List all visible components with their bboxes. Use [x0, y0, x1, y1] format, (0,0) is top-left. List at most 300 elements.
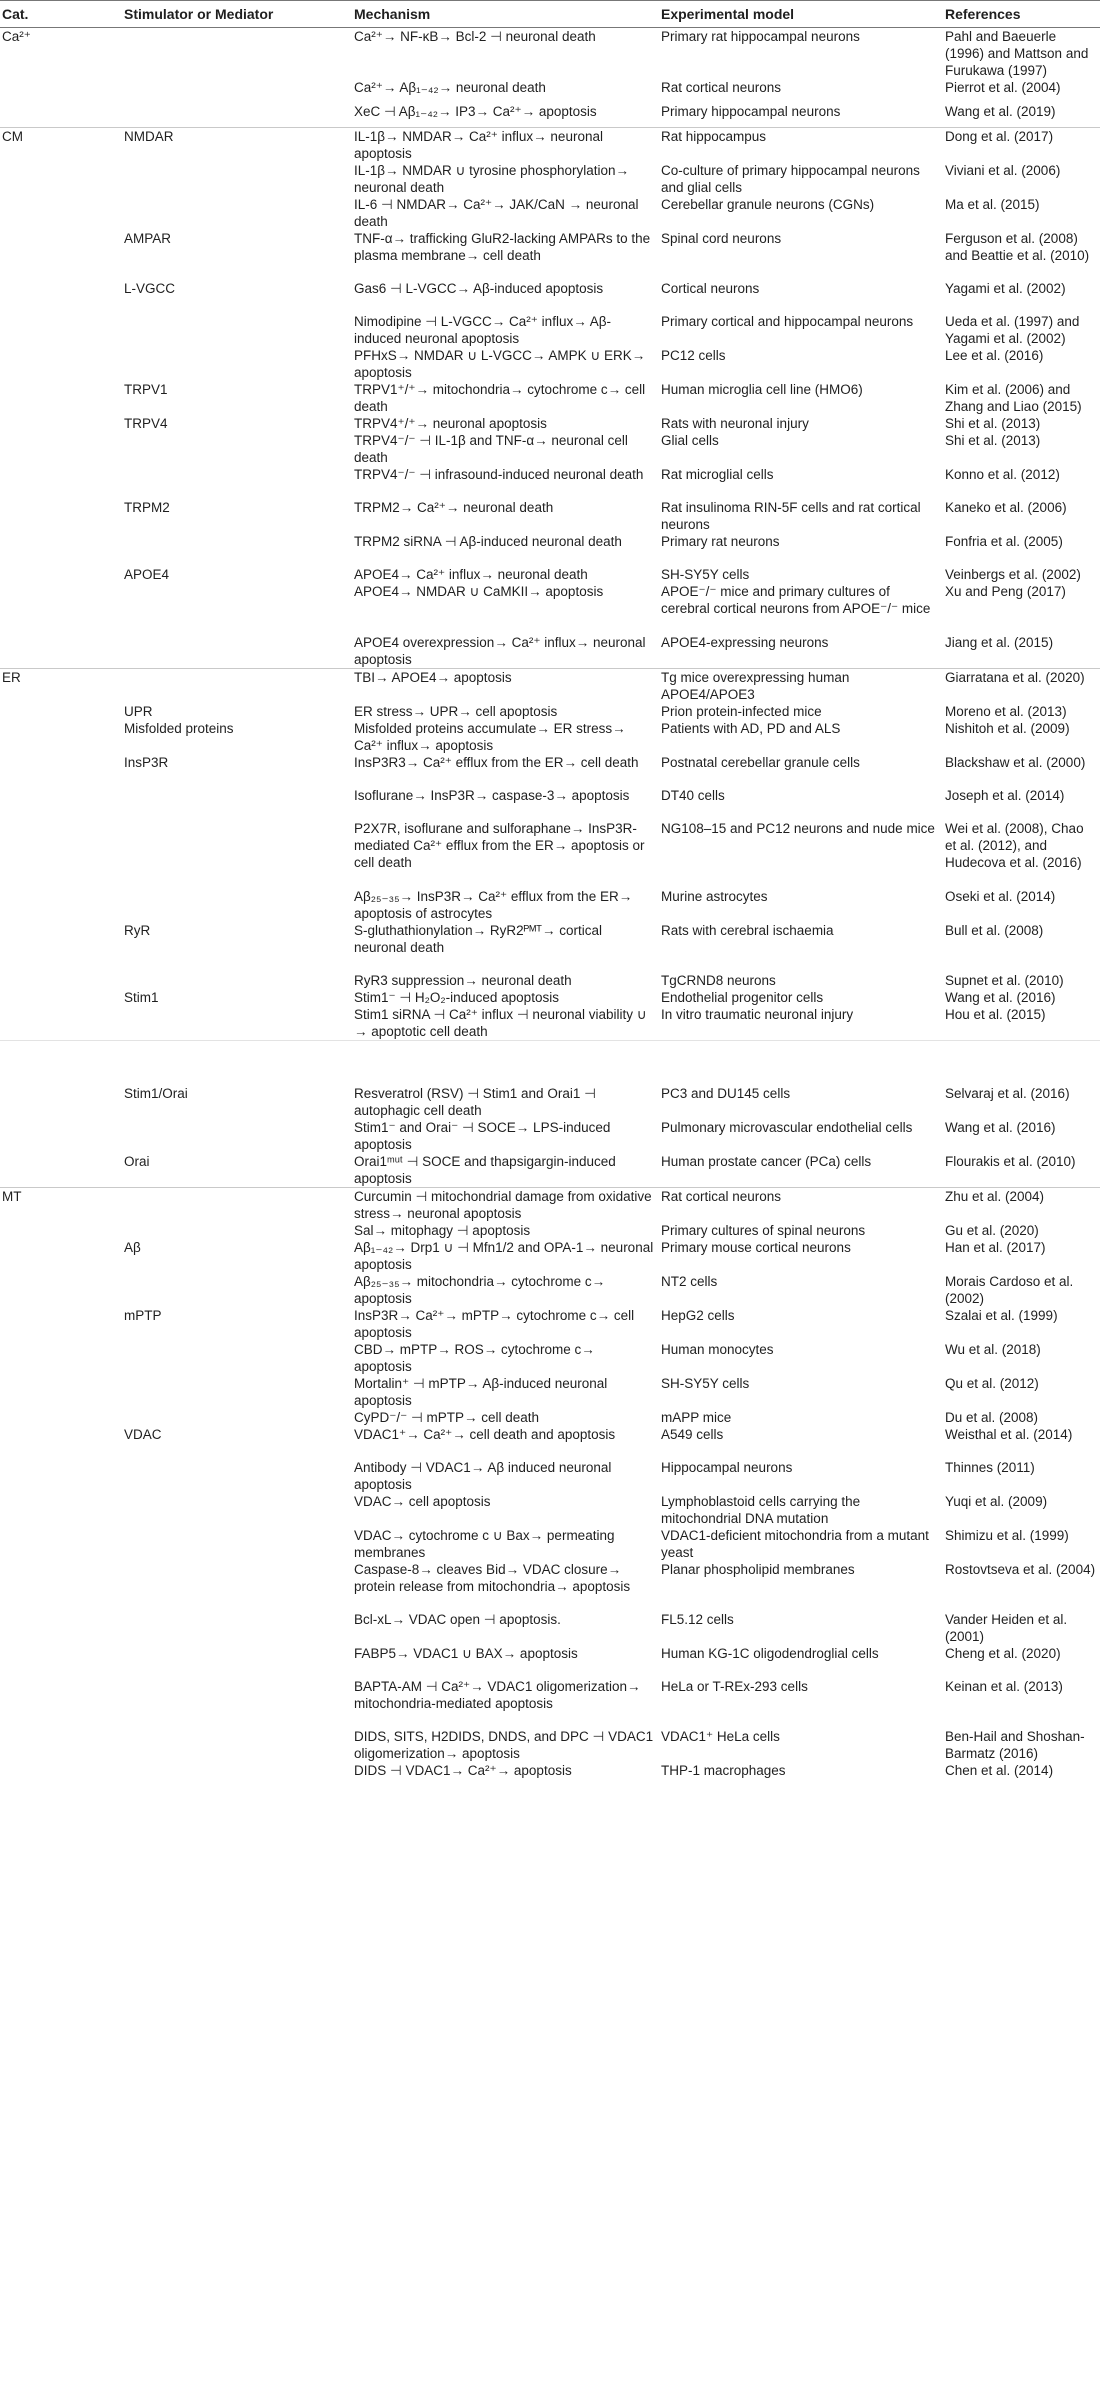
cell-mechanism: TBI→ APOE4→ apoptosis: [352, 669, 659, 704]
table-row: [0, 1307, 1100, 1341]
cell-model: NT2 cells: [661, 1274, 718, 1289]
cell-mechanism: DIDS ⊣ VDAC1→ Ca²⁺→ apoptosis: [354, 1763, 572, 1778]
cell-stimulator: [122, 1728, 352, 1762]
cell-reference: Kaneko et al. (2006): [945, 500, 1067, 515]
cell-model: Primary mouse cortical neurons: [661, 1240, 851, 1255]
cell-stimulator: [122, 533, 352, 566]
cell-model: Human prostate cancer (PCa) cells: [661, 1154, 872, 1169]
table-row: [0, 347, 1100, 381]
cell-category: [0, 922, 122, 972]
cell-mechanism: XeC ⊣ Aβ₁₋₄₂→ IP3→ Ca²⁺→ apoptosis: [354, 104, 597, 119]
cell-stimulator: TRPV4: [124, 416, 168, 431]
cell-model: Pulmonary microvascular endothelial cells: [661, 1120, 913, 1135]
cell-category: [0, 1426, 122, 1459]
cell-category: [0, 754, 122, 787]
cell-stimulator: [122, 432, 352, 466]
cell-stimulator: [122, 1678, 352, 1728]
cell-model: Spinal cord neurons: [661, 231, 782, 246]
cell-stimulator: TRPM2: [124, 500, 170, 515]
table-row: [0, 1222, 1100, 1239]
cell-model: DT40 cells: [661, 788, 725, 803]
cell-model: Rat microglial cells: [661, 467, 774, 482]
cell-reference: Hou et al. (2015): [945, 1007, 1046, 1022]
cell-stimulator: [122, 1222, 352, 1239]
cell-stimulator: Aβ: [124, 1240, 141, 1255]
cell-reference: Xu and Peng (2017): [945, 584, 1066, 599]
cell-category: [0, 533, 122, 566]
cell-model: Rats with neuronal injury: [661, 416, 809, 431]
cell-category: [0, 1728, 122, 1762]
cell-model: Primary cortical and hippocampal neurons: [661, 314, 914, 329]
cell-category: [0, 162, 122, 196]
cell-mechanism: TRPV1⁺/⁺→ mitochondria→ cytochrome c→ cell death: [354, 382, 646, 414]
table-row: [0, 1762, 1100, 1779]
gap-cell: [0, 1041, 1100, 1086]
table-row: [0, 1153, 1100, 1188]
cell-category: [0, 466, 122, 499]
cell-category: [0, 280, 122, 313]
cell-model: APOE4-expressing neurons: [661, 635, 829, 650]
cell-stimulator: [122, 1409, 352, 1426]
cell-category: [0, 499, 122, 533]
cell-category: [0, 972, 122, 989]
cell-category: [0, 381, 122, 415]
cell-stimulator: [122, 787, 352, 820]
cell-category: [0, 1222, 122, 1239]
cell-reference: Blackshaw et al. (2000): [945, 755, 1086, 770]
cell-reference: Wei et al. (2008), Chao et al. (2012), and Hudecova et al. (2016): [945, 821, 1084, 870]
cell-model: A549 cells: [661, 1427, 724, 1442]
cell-model: Rat cortical neurons: [661, 80, 782, 95]
cell-mechanism: S-gluthathionylation→ RyR2ᴾᴹᵀ→ cortical neuronal death: [354, 923, 602, 955]
cell-stimulator: [122, 1493, 352, 1527]
cell-category: [0, 703, 122, 720]
cell-category: [0, 1153, 122, 1188]
cell-stimulator: [122, 79, 352, 103]
cell-mechanism: Resveratrol (RSV) ⊣ Stim1 and Orai1 ⊣ autophagic cell death: [354, 1086, 596, 1118]
cell-category: [0, 1762, 122, 1779]
table-row: [0, 1527, 1100, 1561]
cell-reference: Selvaraj et al. (2016): [945, 1086, 1070, 1101]
cell-model: SH-SY5Y cells: [661, 567, 750, 582]
cell-reference: Joseph et al. (2014): [945, 788, 1065, 803]
table-row: [0, 989, 1100, 1006]
cell-category: [0, 415, 122, 432]
cell-mechanism: InsP3R3→ Ca²⁺ efflux from the ER→ cell death: [354, 755, 639, 770]
table-row: [0, 1611, 1100, 1645]
cell-category: MT: [0, 1188, 122, 1223]
table-row: [0, 1426, 1100, 1459]
cell-mechanism: P2X7R, isoflurane and sulforaphane→ InsP3R-mediated Ca²⁺ efflux from the ER→ apoptosis or cell death: [354, 821, 645, 870]
cell-reference: Zhu et al. (2004): [943, 1188, 1100, 1223]
cell-model: Human microglia cell line (HMO6): [661, 382, 863, 397]
cell-reference: Veinbergs et al. (2002): [945, 567, 1081, 582]
cell-category: [0, 566, 122, 583]
cell-category: [0, 196, 122, 230]
header-stimulator: Stimulator or Mediator: [122, 1, 352, 28]
cell-mechanism: InsP3R→ Ca²⁺→ mPTP→ cytochrome c→ cell apoptosis: [354, 1308, 635, 1340]
table-row: [0, 754, 1100, 787]
table-body: [0, 28, 1100, 1780]
cell-model: SH-SY5Y cells: [661, 1376, 750, 1391]
cell-reference: Ferguson et al. (2008) and Beattie et al. (2010): [945, 231, 1090, 263]
cell-stimulator: NMDAR: [122, 128, 352, 163]
table-row: [0, 583, 1100, 634]
cell-stimulator: [122, 634, 352, 669]
cell-category: [0, 230, 122, 280]
cell-model: TgCRND8 neurons: [661, 973, 776, 988]
cell-stimulator: [122, 1459, 352, 1493]
table-row: [0, 196, 1100, 230]
cell-mechanism: IL-1β→ NMDAR ∪ tyrosine phosphorylation→ neuronal death: [354, 163, 629, 195]
table-row: [0, 432, 1100, 466]
cell-reference: Yuqi et al. (2009): [945, 1494, 1048, 1509]
cell-model: Postnatal cerebellar granule cells: [661, 755, 860, 770]
table-row: [0, 1341, 1100, 1375]
table-row: [0, 381, 1100, 415]
cell-reference: Ma et al. (2015): [945, 197, 1040, 212]
cell-model: PC3 and DU145 cells: [661, 1086, 791, 1101]
cell-mechanism: ER stress→ UPR→ cell apoptosis: [354, 704, 558, 719]
cell-mechanism: APOE4→ NMDAR ∪ CaMKII→ apoptosis: [354, 584, 604, 599]
cell-reference: Du et al. (2008): [945, 1410, 1039, 1425]
cell-reference: Shi et al. (2013): [945, 433, 1041, 448]
cell-reference: Wu et al. (2018): [945, 1342, 1041, 1357]
cell-reference: Wang et al. (2016): [945, 990, 1056, 1005]
cell-category: [0, 787, 122, 820]
cell-mechanism: TRPM2→ Ca²⁺→ neuronal death: [354, 500, 554, 515]
cell-stimulator: [122, 162, 352, 196]
header-model: Experimental model: [659, 1, 943, 28]
cell-reference: Keinan et al. (2013): [945, 1679, 1063, 1694]
cell-mechanism: Caspase-8→ cleaves Bid→ VDAC closure→ protein release from mitochondria→ apoptosis: [354, 1562, 631, 1594]
cell-mechanism: Curcumin ⊣ mitochondrial damage from oxidative stress→ neuronal apoptosis: [352, 1188, 659, 1223]
cell-category: [0, 1307, 122, 1341]
cell-model: Primary cultures of spinal neurons: [661, 1223, 866, 1238]
cell-category: [0, 347, 122, 381]
table-row: [0, 888, 1100, 922]
cell-reference: Ueda et al. (1997) and Yagami et al. (2002): [945, 314, 1080, 346]
cell-mechanism: TRPV4⁺/⁺→ neuronal apoptosis: [354, 416, 547, 431]
table-row: [0, 703, 1100, 720]
table-row: [0, 1085, 1100, 1119]
table-row: [0, 1561, 1100, 1611]
cell-mechanism: Nimodipine ⊣ L-VGCC→ Ca²⁺ influx→ Aβ-induced neuronal apoptosis: [354, 314, 611, 346]
cell-mechanism: IL-6 ⊣ NMDAR→ Ca²⁺→ JAK/CaN → neuronal death: [354, 197, 639, 229]
cell-model: Rats with cerebral ischaemia: [661, 923, 834, 938]
cell-category: [0, 1561, 122, 1611]
table-row: [0, 922, 1100, 972]
cell-model: THP-1 macrophages: [661, 1763, 786, 1778]
cell-mechanism: Ca²⁺→ Aβ₁₋₄₂→ neuronal death: [354, 80, 546, 95]
cell-reference: Shi et al. (2013): [945, 416, 1041, 431]
cell-reference: Wang et al. (2016): [945, 1120, 1056, 1135]
cell-reference: Han et al. (2017): [945, 1240, 1046, 1255]
cell-stimulator: [122, 313, 352, 347]
cell-category: [0, 1239, 122, 1273]
cell-stimulator: [122, 669, 352, 704]
cell-mechanism: DIDS, SITS, H2DIDS, DNDS, and DPC ⊣ VDAC1 oligomerization→ apoptosis: [354, 1729, 654, 1761]
cell-model: Co-culture of primary hippocampal neurons and glial cells: [661, 163, 920, 195]
cell-reference: Oseki et al. (2014): [945, 889, 1056, 904]
cell-mechanism: VDAC1⁺→ Ca²⁺→ cell death and apoptosis: [354, 1427, 616, 1442]
table-row: [0, 1119, 1100, 1153]
table-row: [0, 313, 1100, 347]
cell-mechanism: Ca²⁺→ NF-κB→ Bcl-2 ⊣ neuronal death: [352, 28, 659, 80]
cell-reference: Moreno et al. (2013): [945, 704, 1067, 719]
table-row: [0, 103, 1100, 128]
cell-model: Patients with AD, PD and ALS: [661, 721, 841, 736]
table-gap-row: [0, 1041, 1100, 1086]
cell-stimulator: [122, 347, 352, 381]
cell-stimulator: [122, 1375, 352, 1409]
table-row: [0, 1188, 1100, 1223]
cell-stimulator: [122, 1273, 352, 1307]
table-row: [0, 820, 1100, 888]
cell-category: [0, 1341, 122, 1375]
cell-category: [0, 1119, 122, 1153]
cell-reference: Kim et al. (2006) and Zhang and Liao (2015): [945, 382, 1082, 414]
table-row: [0, 787, 1100, 820]
cell-stimulator: mPTP: [124, 1308, 162, 1323]
cell-stimulator: UPR: [124, 704, 153, 719]
table-row: [0, 28, 1100, 80]
cell-model: Murine astrocytes: [661, 889, 768, 904]
cell-model: Human monocytes: [661, 1342, 774, 1357]
cell-model: Tg mice overexpressing human APOE4/APOE3: [659, 669, 943, 704]
table-row: [0, 466, 1100, 499]
cell-mechanism: Bcl-xL→ VDAC open ⊣ apoptosis.: [354, 1612, 561, 1627]
table-row: [0, 533, 1100, 566]
cell-mechanism: Misfolded proteins accumulate→ ER stress→ Ca²⁺ influx→ apoptosis: [354, 721, 626, 753]
cell-mechanism: BAPTA-AM ⊣ Ca²⁺→ VDAC1 oligomerization→ mitochondria-mediated apoptosis: [354, 1679, 641, 1711]
table-row: [0, 1493, 1100, 1527]
cell-mechanism: Gas6 ⊣ L-VGCC→ Aβ-induced apoptosis: [354, 281, 604, 296]
cell-model: Prion protein-infected mice: [661, 704, 822, 719]
cell-reference: Wang et al. (2019): [945, 104, 1056, 119]
cell-mechanism: RyR3 suppression→ neuronal death: [354, 973, 572, 988]
cell-stimulator: [122, 196, 352, 230]
cell-mechanism: TNF-α→ trafficking GluR2-lacking AMPARs to the plasma membrane→ cell death: [354, 231, 651, 263]
cell-stimulator: [122, 583, 352, 634]
cell-model: Primary rat hippocampal neurons: [659, 28, 943, 80]
cell-reference: Rostovtseva et al. (2004): [945, 1562, 1096, 1577]
cell-reference: Chen et al. (2014): [945, 1763, 1054, 1778]
cell-model: mAPP mice: [661, 1410, 732, 1425]
cell-category: [0, 1006, 122, 1041]
table-row: [0, 1678, 1100, 1728]
cell-stimulator: InsP3R: [124, 755, 169, 770]
cell-mechanism: APOE4→ Ca²⁺ influx→ neuronal death: [354, 567, 588, 582]
cell-category: [0, 888, 122, 922]
cell-model: Rat hippocampus: [659, 128, 943, 163]
cell-stimulator: Stim1/Orai: [124, 1086, 188, 1101]
cell-reference: Lee et al. (2016): [945, 348, 1044, 363]
cell-reference: Weisthal et al. (2014): [945, 1427, 1073, 1442]
table-row: [0, 1645, 1100, 1678]
cell-reference: Fonfria et al. (2005): [945, 534, 1063, 549]
cell-category: [0, 1459, 122, 1493]
table-row: [0, 972, 1100, 989]
cell-reference: Giarratana et al. (2020): [943, 669, 1100, 704]
cell-reference: Viviani et al. (2006): [945, 163, 1061, 178]
cell-model: Glial cells: [661, 433, 719, 448]
table-row: [0, 634, 1100, 669]
cell-mechanism: TRPV4⁻/⁻ ⊣ IL-1β and TNF-α→ neuronal cell death: [354, 433, 628, 465]
cell-category: [0, 583, 122, 634]
cell-category: [0, 1611, 122, 1645]
table-row: [0, 566, 1100, 583]
cell-mechanism: PFHxS→ NMDAR ∪ L-VGCC→ AMPK ∪ ERK→ apoptosis: [354, 348, 646, 380]
cell-stimulator: [122, 1762, 352, 1779]
cell-reference: Pahl and Baeuerle (1996) and Mattson and Furukawa (1997): [943, 28, 1100, 80]
cell-category: [0, 1273, 122, 1307]
cell-stimulator: [122, 1119, 352, 1153]
cell-reference: Cheng et al. (2020): [945, 1646, 1061, 1661]
cell-stimulator: [122, 1645, 352, 1678]
cell-model: PC12 cells: [661, 348, 726, 363]
cell-category: [0, 1375, 122, 1409]
cell-model: Primary rat neurons: [661, 534, 780, 549]
cell-stimulator: Misfolded proteins: [124, 721, 234, 736]
table-row: [0, 1006, 1100, 1041]
cell-mechanism: Aβ₁₋₄₂→ Drp1 ∪ ⊣ Mfn1/2 and OPA-1→ neuronal apoptosis: [354, 1240, 654, 1272]
table-row: [0, 1409, 1100, 1426]
cell-model: Primary hippocampal neurons: [661, 104, 841, 119]
table-row: [0, 1375, 1100, 1409]
cell-model: In vitro traumatic neuronal injury: [661, 1007, 854, 1022]
cell-stimulator: [122, 888, 352, 922]
cell-category: [0, 634, 122, 669]
cell-mechanism: Antibody ⊣ VDAC1→ Aβ induced neuronal apoptosis: [354, 1460, 612, 1492]
cell-category: [0, 103, 122, 128]
table-row: [0, 720, 1100, 754]
table-row: [0, 1459, 1100, 1493]
cell-mechanism: Aβ₂₅₋₃₅→ mitochondria→ cytochrome c→ apoptosis: [354, 1274, 606, 1306]
cell-category: CM: [0, 128, 122, 163]
cell-model: Endothelial progenitor cells: [661, 990, 824, 1005]
cell-reference: Szalai et al. (1999): [945, 1308, 1058, 1323]
cell-reference: Gu et al. (2020): [945, 1223, 1039, 1238]
cell-stimulator: TRPV1: [124, 382, 168, 397]
cell-model: VDAC1⁺ HeLa cells: [661, 1729, 780, 1744]
cell-stimulator: [122, 1611, 352, 1645]
cell-reference: Bull et al. (2008): [945, 923, 1044, 938]
table-row: [0, 162, 1100, 196]
cell-reference: Shimizu et al. (1999): [945, 1528, 1069, 1543]
table-row: [0, 415, 1100, 432]
cell-category: [0, 1493, 122, 1527]
cell-model: HeLa or T-REx-293 cells: [661, 1679, 808, 1694]
cell-mechanism: Orai1ᵐᵘᵗ ⊣ SOCE and thapsigargin-induced apoptosis: [354, 1154, 616, 1186]
cell-category: [0, 1527, 122, 1561]
cell-mechanism: FABP5→ VDAC1 ∪ BAX→ apoptosis: [354, 1646, 578, 1661]
cell-reference: Thinnes (2011): [945, 1460, 1035, 1475]
cell-reference: Supnet et al. (2010): [945, 973, 1064, 988]
cell-stimulator: [122, 1341, 352, 1375]
cell-model: Cerebellar granule neurons (CGNs): [661, 197, 875, 212]
cell-reference: Pierrot et al. (2004): [945, 80, 1061, 95]
cell-stimulator: Stim1: [124, 990, 159, 1005]
cell-category: ER: [0, 669, 122, 704]
cell-reference: Morais Cardoso et al. (2002): [945, 1274, 1074, 1306]
cell-category: [0, 1409, 122, 1426]
cell-stimulator: [122, 1561, 352, 1611]
cell-model: FL5.12 cells: [661, 1612, 734, 1627]
cell-stimulator: [122, 1188, 352, 1223]
cell-model: Planar phospholipid membranes: [661, 1562, 855, 1577]
cell-stimulator: AMPAR: [124, 231, 172, 246]
cell-reference: Konno et al. (2012): [945, 467, 1060, 482]
cell-mechanism: VDAC→ cell apoptosis: [354, 1494, 491, 1509]
cell-mechanism: VDAC→ cytochrome c ∪ Bax→ permeating membranes: [354, 1528, 615, 1560]
cell-reference: Jiang et al. (2015): [945, 635, 1054, 650]
cell-mechanism: CyPD⁻/⁻ ⊣ mPTP→ cell death: [354, 1410, 540, 1425]
cell-model: Human KG-1C oligodendroglial cells: [661, 1646, 879, 1661]
table-row: [0, 1728, 1100, 1762]
cell-mechanism: Isoflurane→ InsP3R→ caspase-3→ apoptosis: [354, 788, 630, 803]
cell-stimulator: RyR: [124, 923, 151, 938]
cell-category: [0, 1678, 122, 1728]
cell-stimulator: L-VGCC: [124, 281, 176, 296]
cell-stimulator: [122, 466, 352, 499]
cell-category: [0, 720, 122, 754]
cell-reference: Yagami et al. (2002): [945, 281, 1066, 296]
table-header: [0, 1, 1100, 28]
cell-mechanism: IL-1β→ NMDAR→ Ca²⁺ influx→ neuronal apoptosis: [352, 128, 659, 163]
cell-stimulator: APOE4: [124, 567, 170, 582]
cell-stimulator: Orai: [124, 1154, 150, 1169]
cell-stimulator: [122, 972, 352, 989]
cell-model: APOE⁻/⁻ mice and primary cultures of cerebral cortical neurons from APOE⁻/⁻ mice: [661, 584, 931, 616]
cell-reference: Qu et al. (2012): [945, 1376, 1039, 1391]
cell-category: [0, 820, 122, 888]
cell-mechanism: Stim1⁻ ⊣ H₂O₂-induced apoptosis: [354, 990, 559, 1005]
cell-mechanism: Mortalin⁺ ⊣ mPTP→ Aβ-induced neuronal apoptosis: [354, 1376, 608, 1408]
table-row: [0, 499, 1100, 533]
cell-stimulator: [122, 103, 352, 128]
cell-model: HepG2 cells: [661, 1308, 735, 1323]
table-row: [0, 669, 1100, 704]
cell-mechanism: TRPV4⁻/⁻ ⊣ infrasound-induced neuronal death: [354, 467, 644, 482]
cell-reference: Ben-Hail and Shoshan-Barmatz (2016): [945, 1729, 1085, 1761]
cell-mechanism: TRPM2 siRNA ⊣ Aβ-induced neuronal death: [354, 534, 622, 549]
cell-mechanism: Aβ₂₅₋₃₅→ InsP3R→ Ca²⁺ efflux from the ER→ apoptosis of astrocytes: [354, 889, 633, 921]
cell-reference: Dong et al. (2017): [943, 128, 1100, 163]
cell-model: Lymphoblastoid cells carrying the mitochondrial DNA mutation: [661, 1494, 861, 1526]
cell-mechanism: Stim1 siRNA ⊣ Ca²⁺ influx ⊣ neuronal viability ∪ → apoptotic cell death: [354, 1007, 647, 1039]
cell-mechanism: Stim1⁻ and Orai⁻ ⊣ SOCE→ LPS-induced apoptosis: [354, 1120, 611, 1152]
cell-model: VDAC1-deficient mitochondria from a mutant yeast: [661, 1528, 929, 1560]
cell-stimulator: [122, 820, 352, 888]
table-row: [0, 128, 1100, 163]
cell-reference: Vander Heiden et al. (2001): [945, 1612, 1068, 1644]
cell-category: [0, 989, 122, 1006]
cell-category: [0, 313, 122, 347]
cell-mechanism: Sal→ mitophagy ⊣ apoptosis: [354, 1223, 531, 1238]
cell-mechanism: CBD→ mPTP→ ROS→ cytochrome c→ apoptosis: [354, 1342, 595, 1374]
table-row: [0, 230, 1100, 280]
header-cat: Cat.: [0, 1, 122, 28]
cell-model: NG108–15 and PC12 neurons and nude mice: [661, 821, 935, 836]
header-mechanism: Mechanism: [352, 1, 659, 28]
cell-model: Rat insulinoma RIN-5F cells and rat cortical neurons: [661, 500, 921, 532]
cell-model: Hippocampal neurons: [661, 1460, 793, 1475]
cell-model: Cortical neurons: [661, 281, 760, 296]
cell-mechanism: APOE4 overexpression→ Ca²⁺ influx→ neuronal apoptosis: [354, 635, 646, 667]
cell-reference: Nishitoh et al. (2009): [945, 721, 1070, 736]
table-row: [0, 1273, 1100, 1307]
